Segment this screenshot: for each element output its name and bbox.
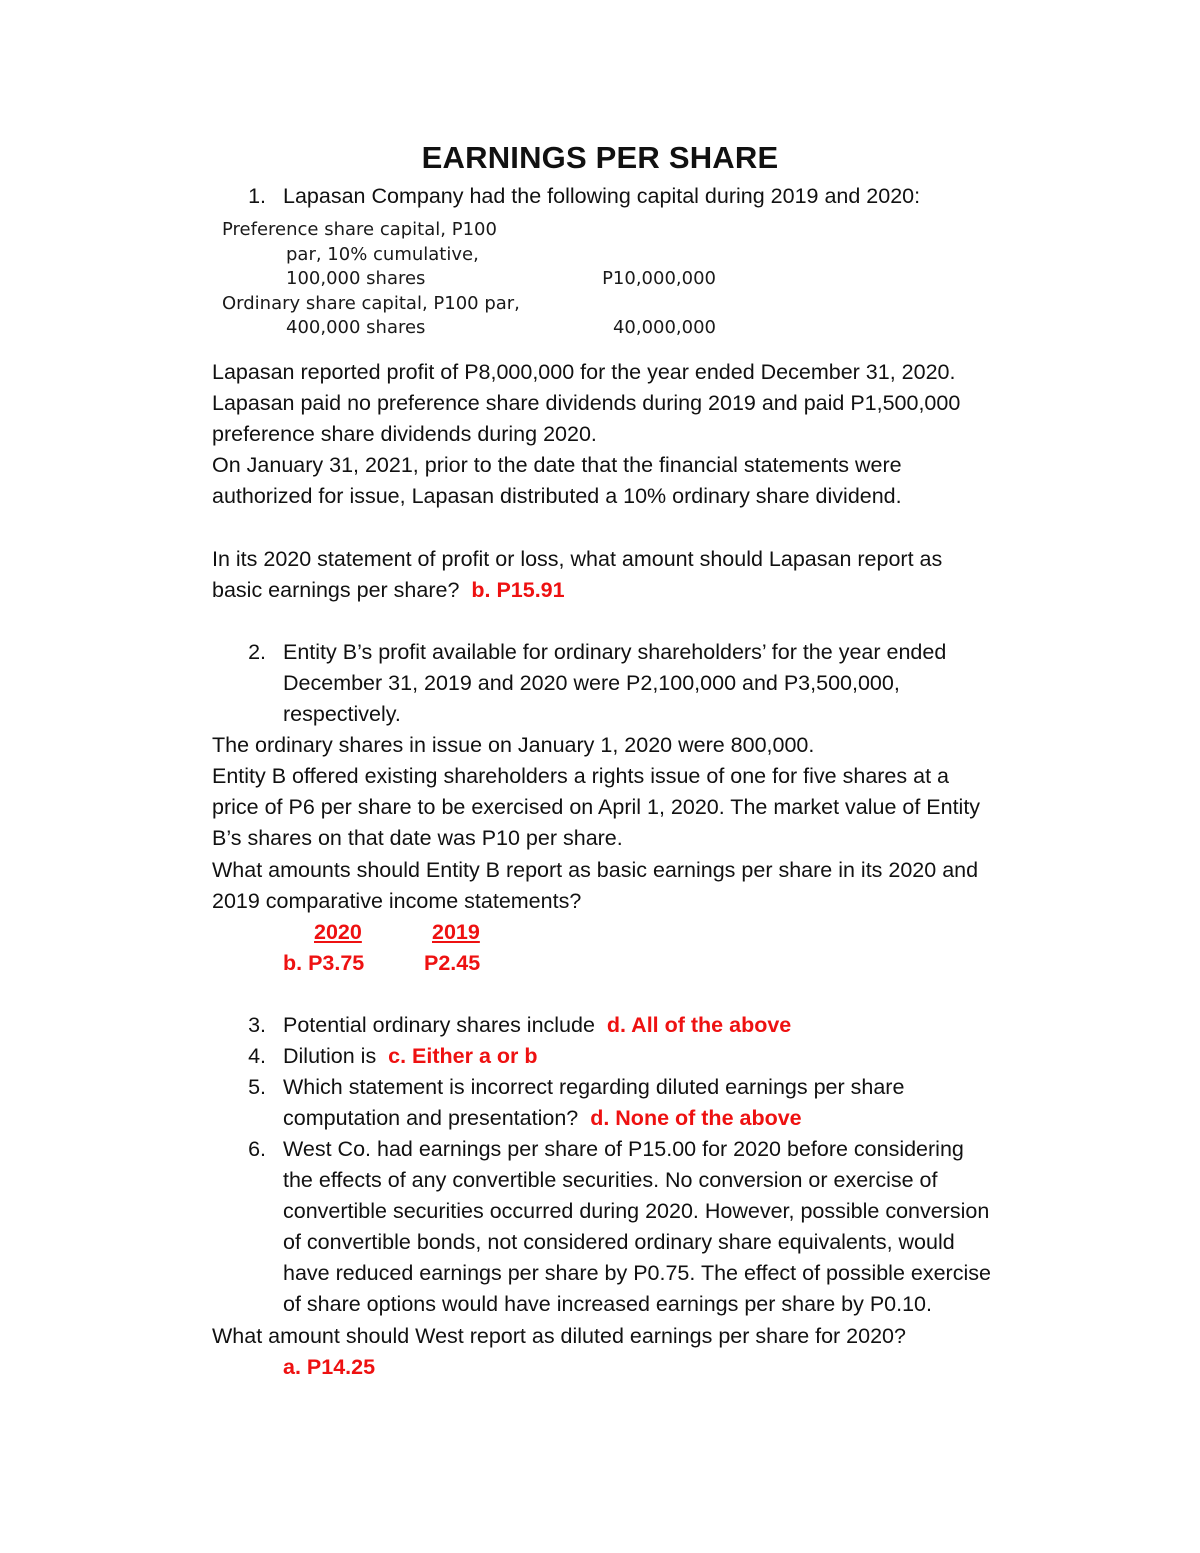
q4-number: 4. — [248, 1044, 266, 1068]
q1-intro: Lapasan Company had the following capital during 2019 and 2020: — [283, 184, 921, 208]
q2-text: Entity B’s profit available for ordinary shareholders’ for the year ended — [283, 640, 947, 664]
q2-paragraph: Entity B offered existing shareholders a rights issue of one for five shares at a — [212, 764, 949, 788]
q6-text: the effects of any convertible securities. No conversion or exercise of — [283, 1168, 938, 1192]
q4-line — [283, 1041, 538, 1072]
q4-text: Dilution is — [283, 1044, 377, 1068]
q2-answer-2020: b. P3.75 — [283, 951, 365, 975]
q2-paragraph: price of P6 per share to be exercised on April 1, 2020. The market value of Entity — [212, 795, 981, 819]
q3-number: 3. — [248, 1013, 266, 1037]
q6-number: 6. — [248, 1137, 266, 1161]
pref-label-line3: 100,000 shares — [286, 268, 426, 289]
ord-label-line2: 400,000 shares — [286, 317, 426, 338]
q1-question-line2 — [212, 575, 565, 606]
q3-line — [283, 1010, 791, 1041]
q5-number: 5. — [248, 1075, 266, 1099]
q5-answer: d. None of the above — [590, 1106, 802, 1130]
q2-answer-2019: P2.45 — [424, 951, 481, 975]
q2-text: December 31, 2019 and 2020 were P2,100,000 and P3,500,000, — [283, 671, 900, 695]
q1-number: 1. — [248, 184, 266, 208]
q2-paragraph: 2019 comparative income statements? — [212, 889, 582, 913]
q2-text: respectively. — [283, 702, 401, 726]
q5-text-line2: computation and presentation? — [283, 1106, 579, 1130]
q6-text: West Co. had earnings per share of P15.00 for 2020 before considering — [283, 1137, 964, 1161]
q2-col-2020: 2020 — [314, 920, 362, 944]
pref-amount: P10,000,000 — [602, 268, 716, 289]
q5-text: Which statement is incorrect regarding diluted earnings per share — [283, 1075, 905, 1099]
q6-question: What amount should West report as diluted earnings per share for 2020? — [212, 1324, 906, 1348]
q3-text: Potential ordinary shares include — [283, 1013, 595, 1037]
q1-question: In its 2020 statement of profit or loss, what amount should Lapasan report as — [212, 547, 943, 571]
q2-paragraph: The ordinary shares in issue on January 1, 2020 were 800,000. — [212, 733, 815, 757]
q4-answer: c. Either a or b — [388, 1044, 538, 1068]
q2-paragraph: What amounts should Entity B report as basic earnings per share in its 2020 and — [212, 858, 979, 882]
q1-paragraph: On January 31, 2021, prior to the date that the financial statements were — [212, 453, 902, 477]
pref-label-line2: par, 10% cumulative, — [286, 244, 479, 265]
ord-amount: 40,000,000 — [612, 317, 716, 338]
page-title: EARNINGS PER SHARE — [421, 140, 779, 175]
q6-text: have reduced earnings per share by P0.75. The effect of possible exercise — [283, 1261, 991, 1285]
q6-text: convertible securities occurred during 2020. However, possible conversion — [283, 1199, 990, 1223]
q2-paragraph: B’s shares on that date was P10 per share. — [212, 826, 623, 850]
q2-number: 2. — [248, 640, 266, 664]
q1-paragraph: authorized for issue, Lapasan distributed a 10% ordinary share dividend. — [212, 484, 902, 508]
q1-question-text: basic earnings per share? — [212, 578, 460, 602]
q6-answer: a. P14.25 — [283, 1355, 376, 1379]
pref-label-line1: Preference share capital, P100 — [222, 219, 497, 240]
q1-paragraph: Lapasan paid no preference share dividends during 2019 and paid P1,500,000 — [212, 391, 961, 415]
q1-paragraph: Lapasan reported profit of P8,000,000 for the year ended December 31, 2020. — [212, 360, 956, 384]
q2-col-2019: 2019 — [432, 920, 480, 944]
q1-paragraph: preference share dividends during 2020. — [212, 422, 597, 446]
ord-label-line1: Ordinary share capital, P100 par, — [222, 293, 520, 314]
q6-text: of share options would have increased earnings per share by P0.10. — [283, 1292, 932, 1316]
q1-answer: b. P15.91 — [471, 578, 565, 602]
q5-line2 — [283, 1103, 802, 1134]
q6-text: of convertible bonds, not considered ordinary share equivalents, would — [283, 1230, 955, 1254]
q3-answer: d. All of the above — [606, 1013, 792, 1037]
